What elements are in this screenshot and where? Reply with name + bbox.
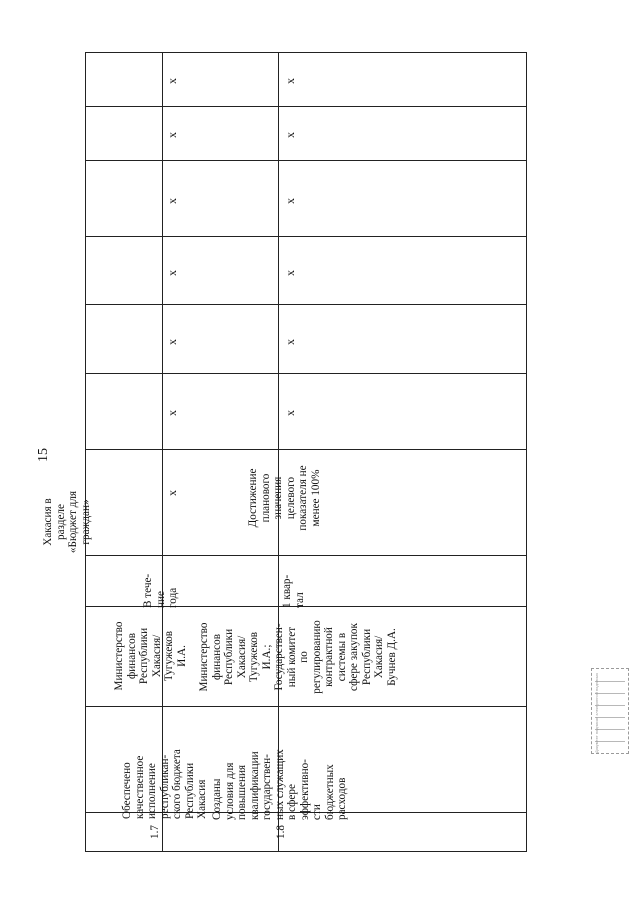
- row-1-7-mark: х: [165, 78, 179, 84]
- signature-stamp: [591, 668, 629, 754]
- row-1-7-mark: х: [165, 198, 179, 204]
- row-1-7-term: В тече- ние года: [142, 573, 179, 608]
- stamp-text: Документ подписан электронной подписью: [594, 672, 599, 753]
- row-1-7-mark: х: [165, 132, 179, 138]
- row-1-8-mark: х: [283, 410, 297, 416]
- table-rule: [85, 706, 526, 707]
- header-indicator-fragment: Хакасия в разделе «Бюджет для граждан»: [42, 490, 92, 554]
- row-1-7-indicator: х: [165, 490, 179, 496]
- table-rule: [85, 52, 526, 53]
- table-rule: [526, 52, 527, 852]
- row-1-8-mark: х: [283, 339, 297, 345]
- row-1-7-mark: х: [165, 270, 179, 276]
- table-rule: [85, 304, 526, 305]
- row-1-8-result: Созданы условия для повышения квалификации государствен- ных служащих в сфере эффективно- сти бюджетных расходов: [211, 749, 348, 820]
- row-1-8-indicator: Достижение планового значения целевого показателя не менее 100%: [247, 465, 322, 531]
- table-rule: [85, 106, 526, 107]
- row-1-8-mark: х: [283, 132, 297, 138]
- row-1-7-responsible: Министерство финансов Республики Хакасия/ Тугужеков И.А.: [113, 621, 188, 691]
- row-1-7-result: Обеспечено качественное исполнение республикан- ского бюджета Республики Хакасия: [121, 749, 208, 819]
- table-rule: [85, 373, 526, 374]
- page-number: 15: [36, 448, 51, 462]
- row-1-8-responsible: Министерство финансов Республики Хакасия/ Тугужеков И.А.; Государствен- ный комитет по регулированию контрактной системы в сфере закупок Республики Хакасия/ Бучнев Д.А.: [198, 620, 398, 694]
- row-1-8-mark: х: [283, 78, 297, 84]
- row-1-7-mark: х: [165, 410, 179, 416]
- row-1-7-number: 1.7: [149, 825, 161, 839]
- row-1-8-number: 1.8: [275, 825, 287, 839]
- table-rule: [85, 236, 526, 237]
- row-1-8-mark: х: [283, 270, 297, 276]
- row-1-7-mark: х: [165, 339, 179, 345]
- table-rule: [85, 52, 86, 852]
- row-1-8-term: 1 квар- тал: [281, 574, 306, 608]
- row-1-8-mark: х: [283, 198, 297, 204]
- table-rule: [85, 160, 526, 161]
- table-rule: [85, 851, 526, 852]
